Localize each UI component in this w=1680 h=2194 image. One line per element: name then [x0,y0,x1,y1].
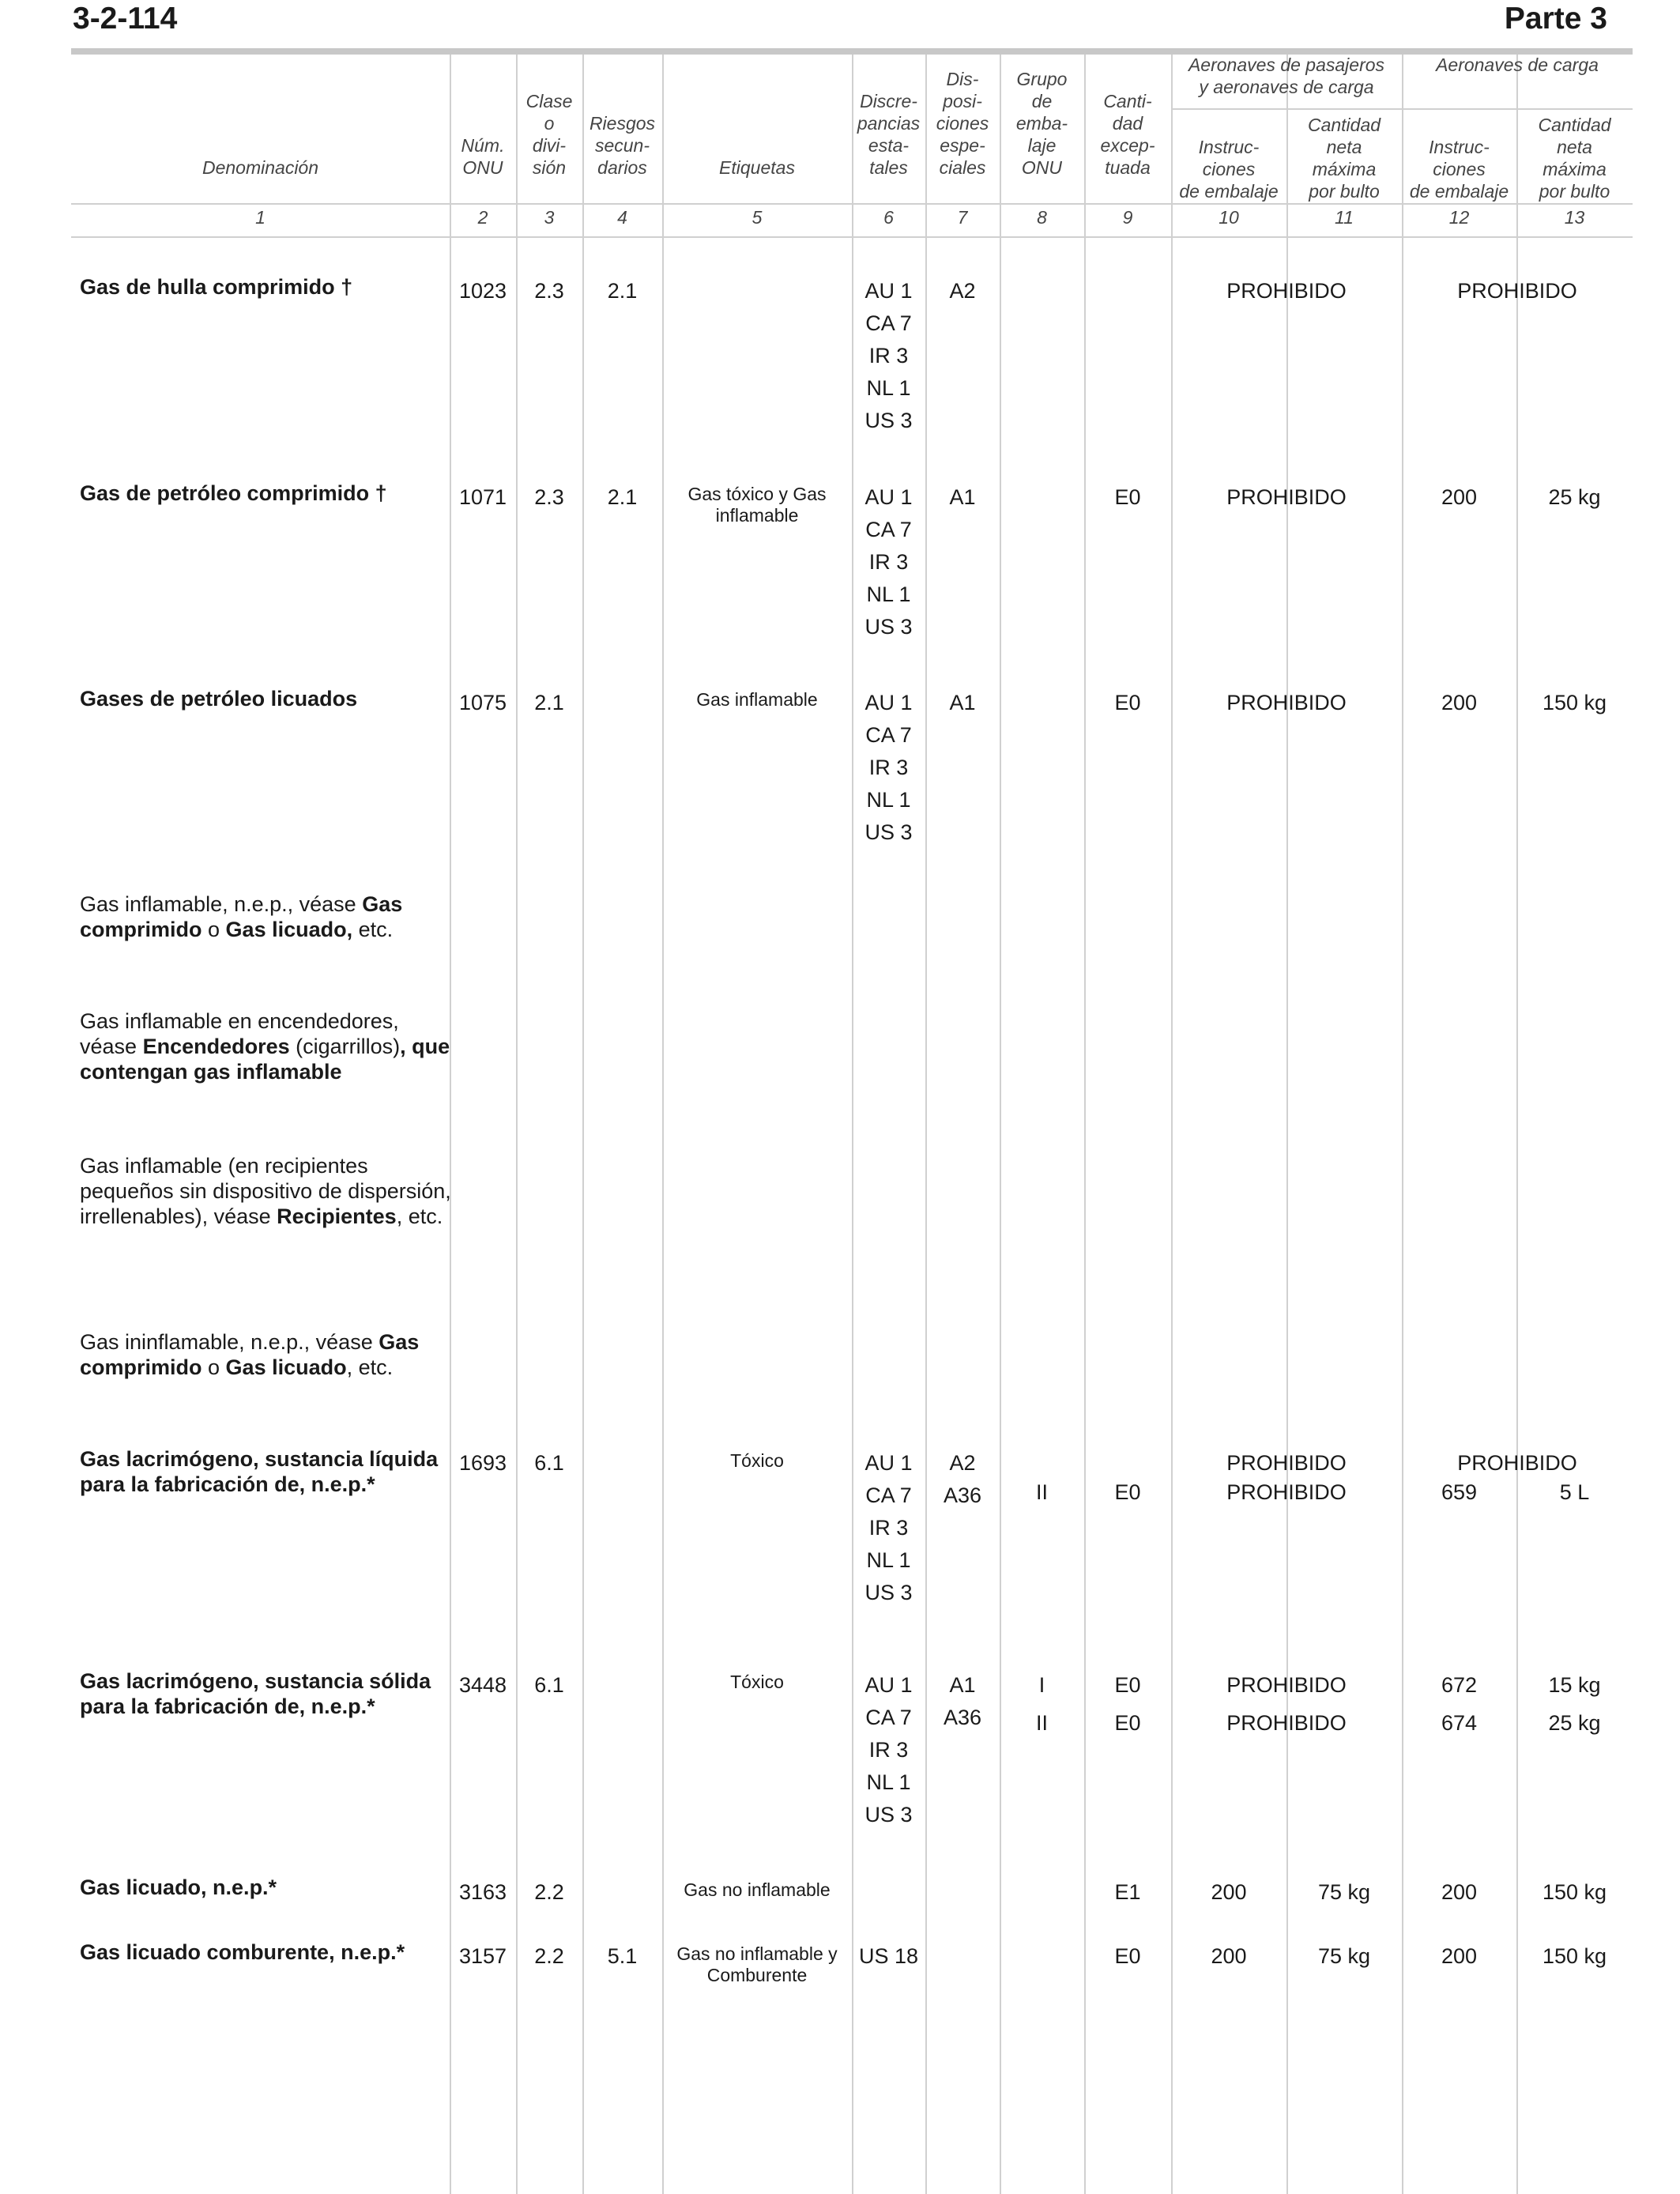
hazard-labels: Gas tóxico y Gas inflamable [687,484,827,526]
page-header [0,0,1680,49]
passenger-aircraft-status: PROHIBIDO [1226,485,1347,509]
cargo-max-quantity: 15 kg [1548,1673,1601,1697]
special-provisions: A1 A36 [943,1673,982,1729]
entry-name: Gas lacrimógeno, sustancia líquida para la fabricación de, n.e.p.* [80,1447,439,1496]
un-number: 3157 [458,1944,507,1968]
hazard-labels: Gas no inflamable [684,1879,831,1900]
class-division: 6.1 [534,1673,564,1697]
special-provisions: A1 [949,485,976,509]
header-num-onu: Núm. ONU [461,135,505,178]
passenger-aircraft-status: PROHIBIDO [1226,279,1347,303]
cross-reference-entry: Gas inflamable en encendedores, véase Encendedores (cigarrillos), que contengan gas inflamable [80,1009,450,1084]
passenger-max-quantity: 75 kg [1317,1944,1371,1968]
cross-reference-entry: Gas inflamable (en recipientes pequeños sin dispositivo de dispersión, irrellenables), véase Recipientes, etc. [80,1154,451,1228]
cargo-aircraft-status: PROHIBIDO [1457,1451,1577,1475]
un-number: 3448 [458,1673,507,1697]
column-number: 13 [1564,207,1585,228]
column-rule [1084,55,1086,2194]
cargo-aircraft-status: PROHIBIDO [1457,279,1577,303]
cargo-max-quantity: 150 kg [1542,1944,1607,1968]
cargo-max-quantity: 5 L [1559,1480,1590,1504]
cargo-packing-instruction: 672 [1441,1673,1478,1697]
cargo-packing-instruction: 200 [1441,485,1478,509]
cargo-max-quantity: 150 kg [1542,691,1607,714]
column-number: 2 [477,207,488,228]
hazard-labels: Tóxico [730,1450,784,1471]
column-number: 12 [1448,207,1470,228]
page-number: 3-2-114 [73,2,178,36]
header-riesgos: Riesgos secun- darios [589,113,656,178]
column-rule [925,55,927,2194]
cargo-packing-instruction: 674 [1441,1711,1478,1735]
column-rule [1516,55,1518,2194]
hazard-labels: Gas inflamable [696,689,818,710]
passenger-max-quantity: 75 kg [1317,1880,1371,1904]
class-division: 2.3 [534,279,564,303]
subsidiary-risk: 2.1 [607,279,638,303]
class-division: 2.2 [534,1880,564,1904]
state-variations: AU 1 CA 7 IR 3 NL 1 US 3 [864,1451,913,1604]
passenger-aircraft-status: PROHIBIDO [1226,1480,1347,1504]
un-number: 1075 [458,691,507,714]
entry-name: Gas licuado comburente, n.e.p.* [80,1940,405,1964]
packing-group: I [1038,1673,1045,1697]
column-rule [1000,55,1001,2194]
column-rule [450,55,451,2194]
header-disposiciones: Dis- posi- ciones espe- ciales [936,69,989,178]
passenger-packing-instruction: 200 [1211,1880,1247,1904]
cargo-max-quantity: 25 kg [1548,1711,1601,1735]
column-number: 11 [1335,207,1354,228]
cross-reference-entry: Gas inflamable, n.e.p., véase Gas comprimido o Gas licuado, etc. [80,892,403,941]
header-instrucciones-pax: Instruc- ciones de embalaje [1179,137,1279,202]
group-header-rule [1171,108,1633,110]
special-provisions: A2 A36 [943,1451,982,1507]
cargo-packing-instruction: 200 [1441,691,1478,714]
column-number: 10 [1219,207,1239,228]
state-variations: AU 1 CA 7 IR 3 NL 1 US 3 [864,485,913,639]
column-number: 9 [1122,207,1133,228]
entry-name: Gas de petróleo comprimido † [80,481,387,505]
column-rule [1171,55,1173,2194]
class-division: 2.2 [534,1944,564,1968]
entry-name: Gas licuado, n.e.p.* [80,1875,277,1899]
class-division: 2.3 [534,485,564,509]
un-number: 1693 [458,1451,507,1475]
excepted-quantity: E0 [1114,1480,1141,1504]
un-number: 1023 [458,279,507,303]
passenger-aircraft-status: PROHIBIDO [1226,691,1347,714]
un-number: 3163 [458,1880,507,1904]
subsidiary-risk: 2.1 [607,485,638,509]
column-number: 3 [544,207,555,228]
packing-group: II [1035,1480,1048,1504]
header-group-pasajeros: Aeronaves de pasajeros y aeronaves de carga [1188,55,1385,97]
column-number-rule [71,236,1633,238]
column-number: 4 [617,207,627,228]
column-number: 1 [255,207,266,228]
cross-reference-entry: Gas ininflamable, n.e.p., véase Gas comprimido o Gas licuado, etc. [80,1330,420,1379]
header-cantidad-exceptuada: Canti- dad excep- tuada [1100,91,1155,178]
cargo-packing-instruction: 200 [1441,1944,1478,1968]
passenger-packing-instruction: 200 [1211,1944,1247,1968]
special-provisions: A1 [949,691,976,714]
header-grupo-embalaje: Grupo de emba- laje ONU [1015,69,1068,178]
excepted-quantity: E0 [1114,1673,1141,1697]
part-label: Parte 3 [1504,2,1607,36]
packing-group: II [1035,1711,1048,1735]
header-instrucciones-carga: Instruc- ciones de embalaje [1409,137,1509,202]
class-division: 2.1 [534,691,564,714]
header-etiquetas: Etiquetas [719,157,795,178]
passenger-aircraft-status: PROHIBIDO [1226,1711,1347,1735]
cargo-max-quantity: 25 kg [1548,485,1601,509]
header-clase: Clase o divi- sión [525,91,573,178]
header-discrepancias: Discre- pancias esta- tales [857,91,921,178]
un-number: 1071 [458,485,507,509]
excepted-quantity: E0 [1114,1711,1141,1735]
cargo-max-quantity: 150 kg [1542,1880,1607,1904]
state-variations: AU 1 CA 7 IR 3 NL 1 US 3 [864,279,913,432]
column-rule [516,55,518,2194]
state-variations: AU 1 CA 7 IR 3 NL 1 US 3 [864,691,913,844]
header-cantidad-carga: Cantidad neta máxima por bulto [1538,115,1611,202]
cargo-packing-instruction: 659 [1441,1480,1478,1504]
entry-name: Gas de hulla comprimido † [80,275,353,299]
passenger-aircraft-status: PROHIBIDO [1226,1451,1347,1475]
excepted-quantity: E0 [1114,691,1141,714]
header-group-carga: Aeronaves de carga [1436,55,1599,75]
hazard-labels: Tóxico [730,1672,784,1692]
column-rule [662,55,664,2194]
state-variations: AU 1 CA 7 IR 3 NL 1 US 3 [864,1673,913,1826]
cargo-packing-instruction: 200 [1441,1880,1478,1904]
state-variations: US 18 [858,1944,919,1968]
excepted-quantity: E0 [1114,485,1141,509]
column-number: 8 [1037,207,1047,228]
column-number: 6 [883,207,894,228]
passenger-aircraft-status: PROHIBIDO [1226,1673,1347,1697]
column-number: 7 [957,207,968,228]
column-rule [1286,55,1288,2194]
class-division: 6.1 [534,1451,564,1475]
column-rule [582,55,584,2194]
header-cantidad-pax: Cantidad neta máxima por bulto [1307,115,1381,202]
entry-name: Gases de petróleo licuados [80,687,358,711]
header-rule [71,203,1633,205]
column-rule [1402,55,1403,2194]
excepted-quantity: E1 [1114,1880,1141,1904]
excepted-quantity: E0 [1114,1944,1141,1968]
entry-name: Gas lacrimógeno, sustancia sólida para la fabricación de, n.e.p.* [80,1669,431,1718]
column-number: 5 [751,207,763,228]
header-denominacion: Denominación [202,157,319,178]
subsidiary-risk: 5.1 [607,1944,638,1968]
special-provisions: A2 [949,279,976,303]
hazard-labels: Gas no inflamable y Comburente [676,1943,838,1985]
